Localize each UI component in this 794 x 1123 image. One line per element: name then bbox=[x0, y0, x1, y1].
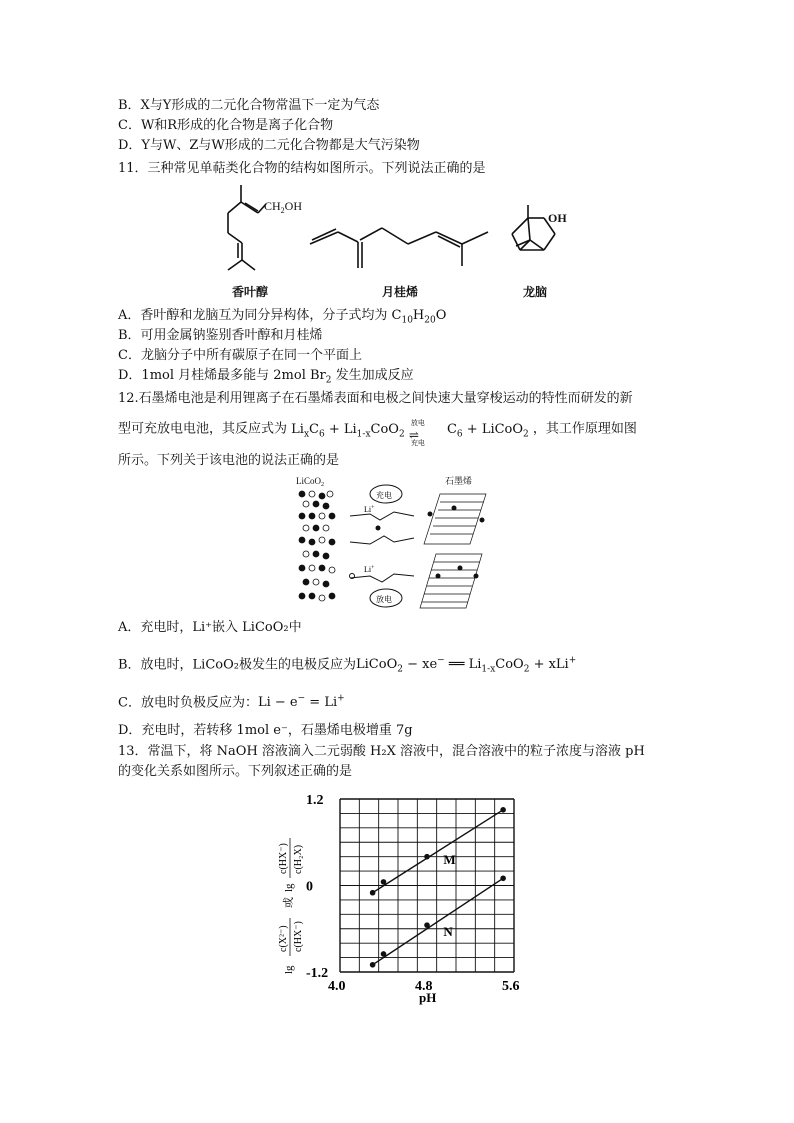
ch2oh-label-ch: CH bbox=[264, 199, 281, 213]
data-point-m bbox=[500, 807, 506, 813]
q12-option-b-equation: LiCoO$_2$ − xe− ══ $Li_{1-x}CoO_2 + xLi^+$ bbox=[356, 656, 577, 675]
ch2oh-label-oh: OH bbox=[284, 199, 303, 213]
data-point-n bbox=[381, 951, 387, 957]
svg-text:c(HX⁻): c(HX⁻) bbox=[278, 843, 289, 874]
q11-option-d: D．1mol 月桂烯最多能与 2mol $Br_2$ 发生加成反应 bbox=[118, 368, 414, 386]
svg-text:c(H₂X): c(H₂X) bbox=[293, 844, 304, 874]
li-ion-label-2: Li+ bbox=[364, 565, 375, 574]
licoo2-electrode bbox=[299, 491, 335, 601]
y-tick-label: 0 bbox=[306, 879, 313, 895]
svg-text:或: 或 bbox=[283, 897, 295, 908]
q11-stem: 11．三种常见单萜类化合物的结构如图所示。下列说法正确的是 bbox=[118, 161, 486, 176]
y-axis-label bbox=[278, 838, 304, 974]
x-axis-label: pH bbox=[419, 990, 437, 1005]
data-point-n bbox=[370, 962, 376, 968]
data-point-n bbox=[424, 922, 430, 928]
q10-option-c: C．W和R形成的化合物是离子化合物 bbox=[118, 118, 334, 133]
li-ion-arrows bbox=[350, 512, 414, 582]
q11-option-c: C．龙脑分子中所有碳原子在同一个平面上 bbox=[118, 348, 362, 363]
q12-option-c-equation: Li − e− = Li+ bbox=[257, 694, 345, 711]
q11-option-a: A．香叶醇和龙脑互为同分异构体，分子式均为 $C_{10}H_{20}O$ bbox=[118, 308, 447, 326]
q13-stem-line1: 13．常温下，将 NaOH 溶液滴入二元弱酸 H₂X 溶液中，混合溶液中的粒子浓度与溶液 pH bbox=[118, 744, 645, 759]
charge-label: 充电 bbox=[376, 491, 392, 500]
data-point-m bbox=[381, 879, 387, 885]
x-tick-label: 4.0 bbox=[328, 979, 346, 994]
chart-ticks bbox=[306, 793, 520, 994]
li-ion-label-1: Li+ bbox=[364, 505, 375, 514]
x-tick-label: 5.6 bbox=[502, 979, 520, 994]
y-tick-label: 1.2 bbox=[306, 793, 324, 808]
q12-option-d: D．充电时，若转移 1mol e⁻，石墨烯电极增重 7g bbox=[118, 723, 413, 738]
q12-option-a: A．充电时，Li⁺嵌入 LiCoO₂中 bbox=[118, 620, 302, 635]
geraniol-structure bbox=[228, 185, 266, 270]
discharge-label: 放电 bbox=[376, 595, 392, 604]
q12-option-c: C．放电时负极反应为：Li − e− = Li+ bbox=[118, 694, 345, 711]
series-label-n: N bbox=[443, 923, 453, 939]
data-point-n bbox=[500, 875, 506, 881]
q12-stem-line1: 12.石墨烯电池是利用锂离子在石墨烯表面和电极之间快速大量穿梭运动的特性而研发的新 bbox=[118, 391, 633, 406]
q12-stem-line2: 型可充放电电池，其反应式为 $Li_xC_6 + Li_{1-x}CoO_2$ 放电 ⇌ 充电 $C_6$ + LiCoO$_2$ ，其工作原理如图 bbox=[118, 419, 637, 447]
svg-text:lg: lg bbox=[283, 883, 295, 892]
svg-text:lg: lg bbox=[283, 965, 295, 974]
data-point-m bbox=[370, 890, 376, 896]
q12-stem-line3: 所示。下列关于该电池的说法正确的是 bbox=[118, 453, 340, 468]
q10-option-d: D．Y与W、Z与W形成的二元化合物都是大气污染物 bbox=[118, 138, 420, 153]
graphene-electrode bbox=[420, 494, 486, 608]
svg-text:c(X²⁻): c(X²⁻) bbox=[278, 925, 289, 952]
licoo2-label: LiCoO bbox=[296, 476, 322, 486]
q10-option-b: B．X与Y形成的二元化合物常温下一定为气态 bbox=[118, 98, 380, 113]
reversible-arrow: 放电 ⇌ 充电 bbox=[408, 419, 425, 447]
graphene-li-dots bbox=[428, 506, 485, 579]
y-tick-label: -1.2 bbox=[306, 966, 329, 981]
q12-reaction-equation: $Li_xC_6 + Li_{1-x}CoO_2$ 放电 ⇌ 充电 $C_6$ + LiCoO$_2$ bbox=[291, 419, 529, 447]
ch2oh-label-sub: 2 bbox=[280, 206, 285, 215]
svg-text:LiCoO2 bbox=[296, 476, 324, 488]
data-point-m bbox=[424, 854, 430, 860]
graphene-label: 石墨烯 bbox=[445, 477, 473, 487]
series-line-n bbox=[373, 878, 504, 965]
graphene-battery-figure bbox=[290, 472, 500, 612]
q11-option-b: B．可用金属钠鉴别香叶醇和月桂烯 bbox=[118, 328, 323, 343]
x-tick-label: 4.8 bbox=[415, 979, 433, 994]
chart-grid bbox=[340, 799, 514, 972]
q12-option-b: B．放电时，LiCoO₂极发生的电极反应为LiCoO$_2$ − xe− ══ $Li_{1-x}CoO_2 + xLi^+$ bbox=[118, 656, 577, 675]
label-borneol: 龙脑 bbox=[523, 285, 548, 299]
q11-structures-figure bbox=[200, 180, 600, 298]
series-line-m bbox=[373, 810, 504, 893]
svg-text:c(HX⁻): c(HX⁻) bbox=[293, 921, 304, 952]
licoo2-label-sub: 2 bbox=[321, 482, 325, 488]
label-myrcene: 月桂烯 bbox=[382, 285, 419, 299]
label-geraniol: 香叶醇 bbox=[232, 285, 269, 299]
q13-stem-line2: 的变化关系如图所示。下列叙述正确的是 bbox=[118, 764, 353, 779]
svg-text:CH2OH bbox=[264, 199, 302, 215]
series-label-m: M bbox=[443, 851, 456, 867]
myrcene-structure bbox=[310, 228, 488, 268]
ph-chart bbox=[262, 785, 552, 1010]
borneol-oh-label: OH bbox=[548, 211, 567, 225]
